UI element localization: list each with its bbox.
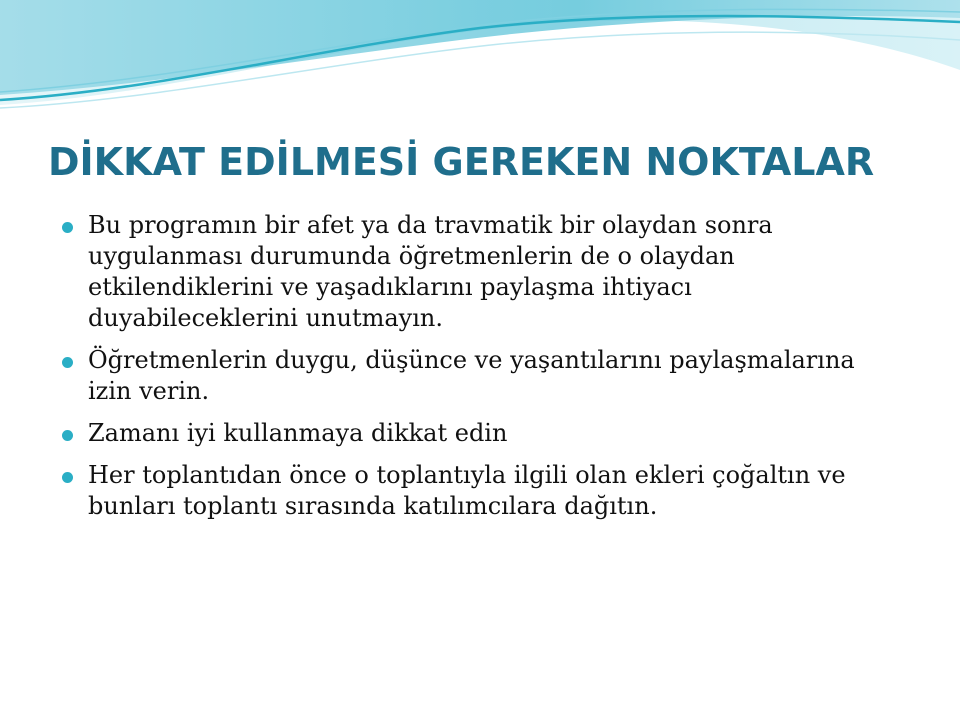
bullet-marker-icon: [62, 430, 73, 441]
slide-title: DİKKAT EDİLMESİ GEREKEN NOKTALAR: [48, 140, 875, 184]
bullet-marker-icon: [62, 222, 73, 233]
bullet-list: [62, 210, 862, 533]
bullet-text: Her toplantıdan önce o toplantıyla ilgili olan ekleri çoğaltın ve bunları toplantı sırasında katılımcılara dağıtın.: [88, 461, 846, 520]
bullet-text: Zamanı iyi kullanmaya dikkat edin: [88, 419, 508, 447]
bullet-marker-icon: [62, 472, 73, 483]
header-wave-decoration: [0, 0, 960, 130]
bullet-text: Bu programın bir afet ya da travmatik bir olaydan sonra uygulanması durumunda öğretmenlerin de o olaydan etkilendiklerini ve yaşadıklarını paylaşma ihtiyacı duyabileceklerini unutmayın.: [88, 211, 773, 332]
bullet-item: [62, 418, 862, 449]
wave-middle: [0, 0, 960, 95]
bullet-marker-icon: [62, 357, 73, 368]
bullet-item: [62, 210, 862, 334]
bullet-text: Öğretmenlerin duygu, düşünce ve yaşantılarını paylaşmalarına izin verin.: [88, 346, 855, 405]
bullet-item: [62, 345, 862, 407]
bullet-item: [62, 460, 862, 522]
